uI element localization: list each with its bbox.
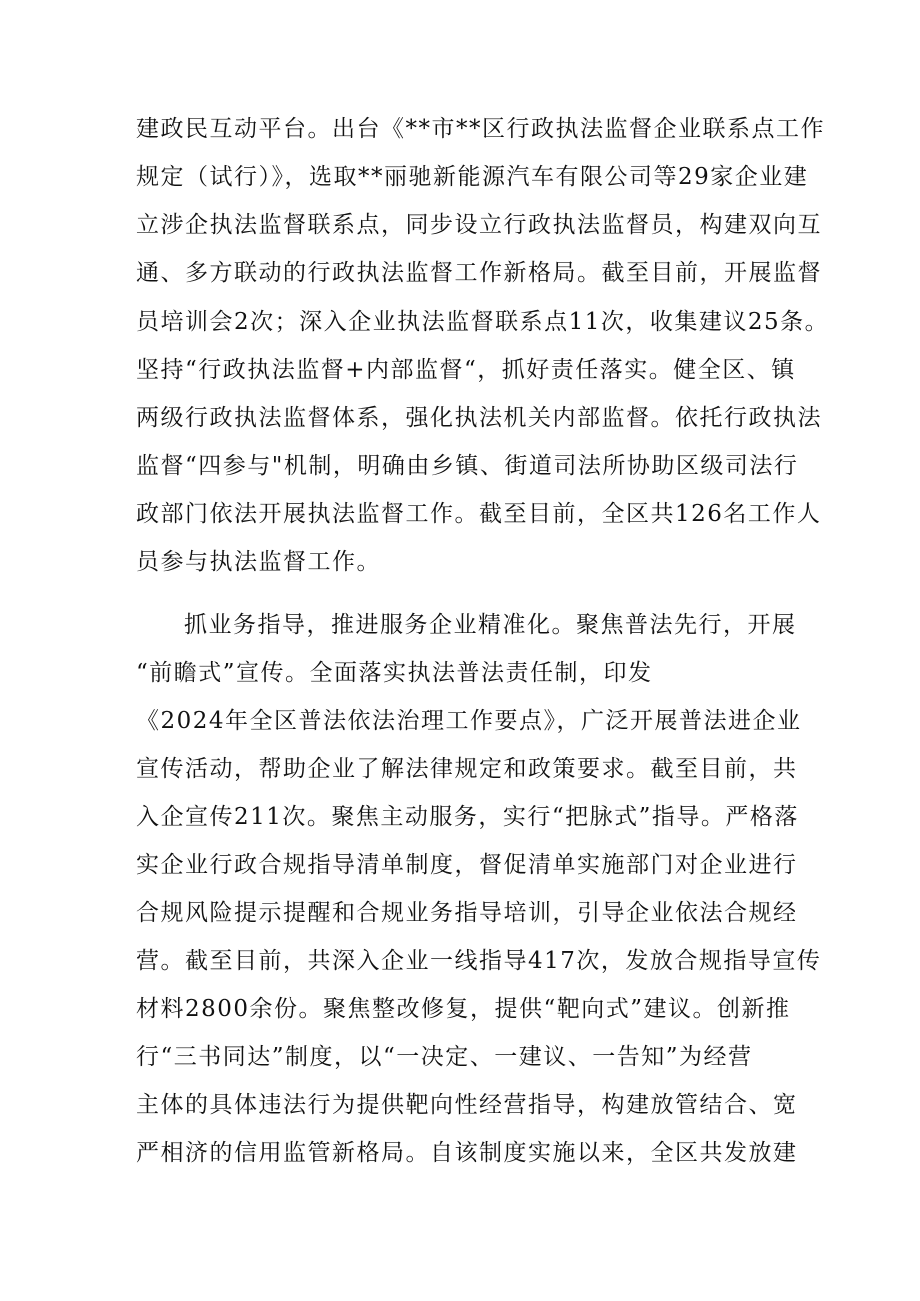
text-line: 两级行政执法监督体系，强化执法机关内部监督。依托行政执法 [136,405,822,431]
text-line: 严相济的信用监管新格局。自该制度实施以来，全区共发放建 [136,1140,798,1166]
text-line: 员培训会2次；深入企业执法监督联系点11次，收集建议25条。 [136,309,830,335]
text-line: “前瞻式”宣传。全面落实执法普法责任制，印发 [136,660,653,686]
text-line: 实企业行政合规指导清单制度，督促清单实施部门对企业进行 [136,852,798,878]
text-line: 监督“四参与"机制，明确由乡镇、街道司法所协助区级司法行 [136,453,799,479]
text-line: 《2024年全区普法依法治理工作要点》，广泛开展普法进企业 [136,708,802,734]
text-line: 立涉企执法监督联系点，同步设立行政执法监督员，构建双向互 [136,212,822,238]
text-line: 建政民互动平台。出台《**市**区行政执法监督企业联系点工作 [136,116,825,142]
text-line: 坚持“行政执法监督+内部监督“，抓好责任落实。健全区、镇 [136,357,796,383]
text-line: 合规风险提示提醒和合规业务指导培训，引导企业依法合规经 [136,900,798,926]
text-line: 材料2800余份。聚焦整改修复，提供“靶向式”建议。创新推 [136,996,791,1022]
text-line: 宣传活动，帮助企业了解法律规定和政策要求。截至目前，共 [136,756,798,782]
text-line: 规定（试行）》，选取**丽驰新能源汽车有限公司等29家企业建 [136,164,809,190]
text-line: 入企宣传211次。聚焦主动服务，实行“把脉式”指导。严格落 [136,804,799,830]
text-line: 行“三书同达”制度，以“一决定、一建议、一告知”为经营 [136,1044,753,1070]
text-line: 营。截至目前，共深入企业一线指导417次，发放合规指导宣传 [136,948,822,974]
text-line: 员参与执法监督工作。 [136,549,381,575]
text-line: 通、多方联动的行政执法监督工作新格局。截至目前，开展监督 [136,260,822,286]
text-line: 主体的具体违法行为提供靶向性经营指导，构建放管结合、宽 [136,1092,798,1118]
text-line: 政部门依法开展执法监督工作。截至目前，全区共126名工作人 [136,501,822,527]
text-line: 抓业务指导，推进服务企业精准化。聚焦普法先行，开展 [184,612,797,638]
